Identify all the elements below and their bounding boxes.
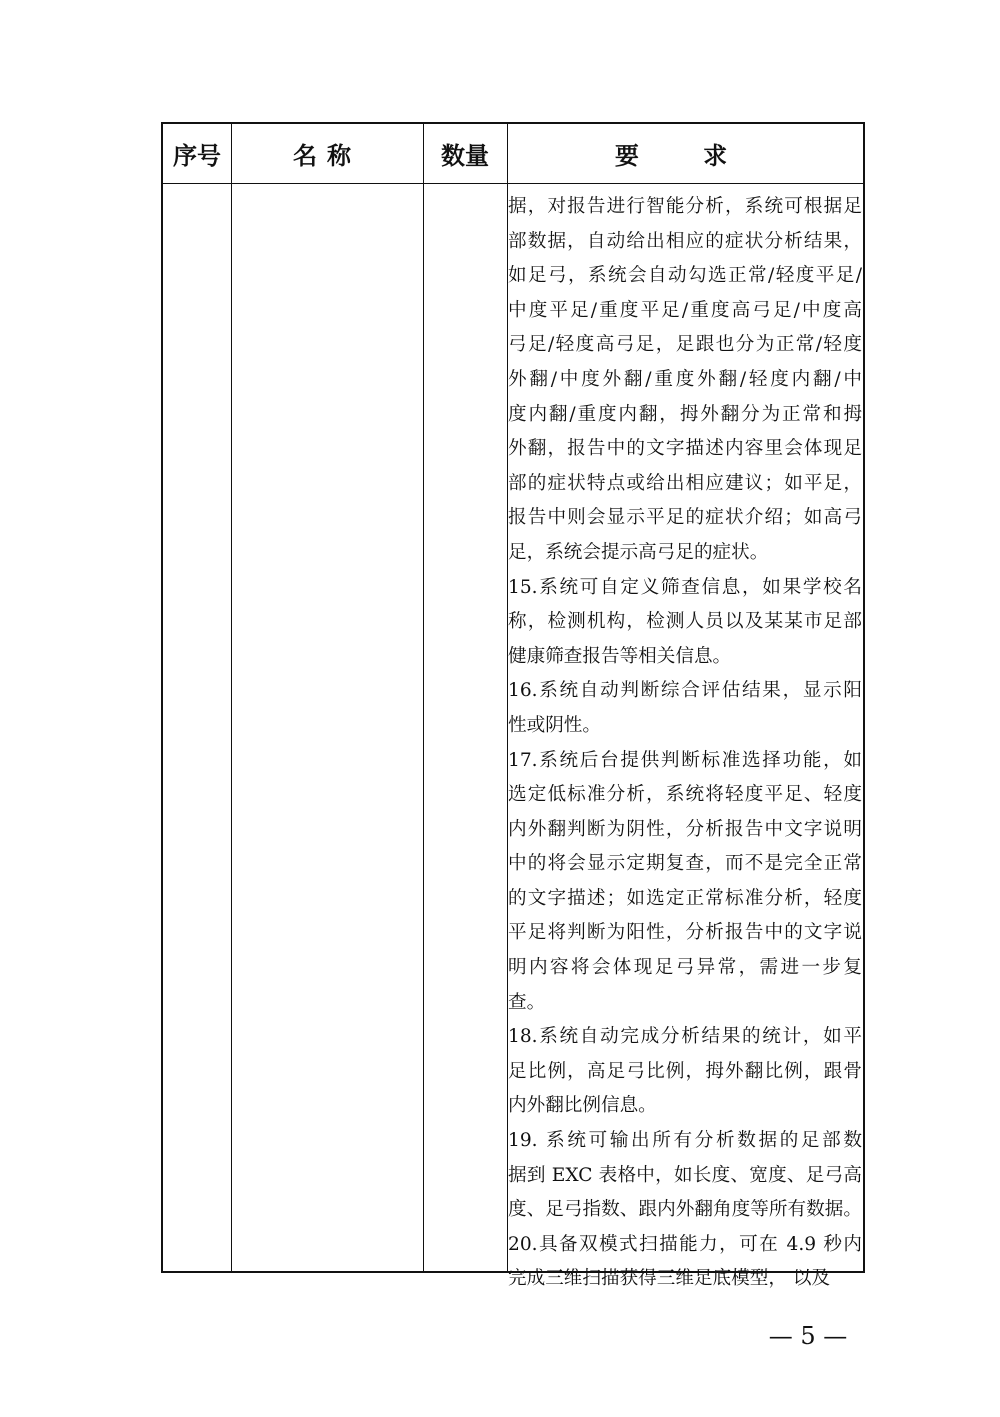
header-index: 序号 xyxy=(173,142,221,170)
header-quantity: 数量 xyxy=(441,142,489,170)
requirement-line: 外翻/中度外翻/重度外翻/轻度内翻/中 xyxy=(508,368,862,390)
header-requirement: 要 求 xyxy=(614,142,756,170)
requirement-line: 足，系统会提示高弓足的症状。 xyxy=(508,541,769,563)
requirement-line: 明内容将会体现足弓异常，需进一步复 xyxy=(508,957,862,979)
requirement-line: 17.系统后台提供判断标准选择功能，如 xyxy=(508,749,862,771)
requirement-line: 度内翻/重度内翻，拇外翻分为正常和拇 xyxy=(508,403,862,425)
requirement-line: 内外翻比例信息。 xyxy=(508,1095,657,1117)
requirement-line: 完成三维扫描获得三维足底模型， 以及 xyxy=(508,1268,831,1290)
requirement-line: 内外翻判断为阴性，分析报告中文字说明 xyxy=(508,818,862,840)
requirement-line: 18.系统自动完成分析结果的统计，如平 xyxy=(508,1026,862,1048)
requirement-line: 外翻，报告中的文字描述内容里会体现足 xyxy=(508,438,862,460)
requirement-line: 20.具备双模式扫描能力，可在 4.9 秒内 xyxy=(508,1233,862,1255)
header-name: 名称 xyxy=(293,142,361,170)
column-divider xyxy=(423,124,424,1271)
requirement-line: 15.系统可自定义筛查信息，如果学校名 xyxy=(508,576,862,598)
column-divider xyxy=(231,124,232,1271)
requirement-line: 中度平足/重度平足/重度高弓足/中度高 xyxy=(508,299,862,321)
requirement-line: 健康筛查报告等相关信息。 xyxy=(508,645,732,667)
spec-table xyxy=(161,122,865,1290)
requirement-text xyxy=(508,190,862,1297)
requirement-line: 度、足弓指数、跟内外翻角度等所有数据。 xyxy=(508,1199,862,1221)
requirement-line: 足比例，高足弓比例，拇外翻比例，跟骨 xyxy=(508,1060,862,1082)
requirement-line: 报告中则会显示平足的症状介绍；如高弓 xyxy=(508,507,862,529)
requirement-line: 部数据，自动给出相应的症状分析结果， xyxy=(508,230,862,252)
requirement-line: 称，检测机构，检测人员以及某某市足部 xyxy=(508,611,862,633)
requirement-line: 平足将判断为阳性，分析报告中的文字说 xyxy=(508,922,862,944)
page-number: — 5 — xyxy=(768,1322,848,1350)
header-divider xyxy=(163,183,863,184)
requirement-line: 弓足/轻度高弓足，足跟也分为正常/轻度 xyxy=(508,334,862,356)
requirement-line: 中的将会显示定期复查，而不是完全正常 xyxy=(508,853,862,875)
requirement-line: 据，对报告进行智能分析，系统可根据足 xyxy=(508,196,862,217)
requirement-line: 19. 系统可输出所有分析数据的足部数 xyxy=(508,1130,862,1152)
requirement-line: 选定低标准分析，系统将轻度平足、轻度 xyxy=(508,784,862,806)
requirement-line: 性或阴性。 xyxy=(508,714,601,736)
requirement-line: 部的症状特点或给出相应建议；如平足， xyxy=(508,472,862,494)
requirement-line: 如足弓，系统会自动勾选正常/轻度平足/ xyxy=(508,265,862,287)
requirement-line: 16.系统自动判断综合评估结果，显示阳 xyxy=(508,680,862,702)
requirement-line: 查。 xyxy=(508,991,546,1013)
requirement-line: 的文字描述；如选定正常标准分析，轻度 xyxy=(508,887,862,909)
requirement-line: 据到 EXC 表格中，如长度、宽度、足弓高 xyxy=(508,1164,862,1186)
